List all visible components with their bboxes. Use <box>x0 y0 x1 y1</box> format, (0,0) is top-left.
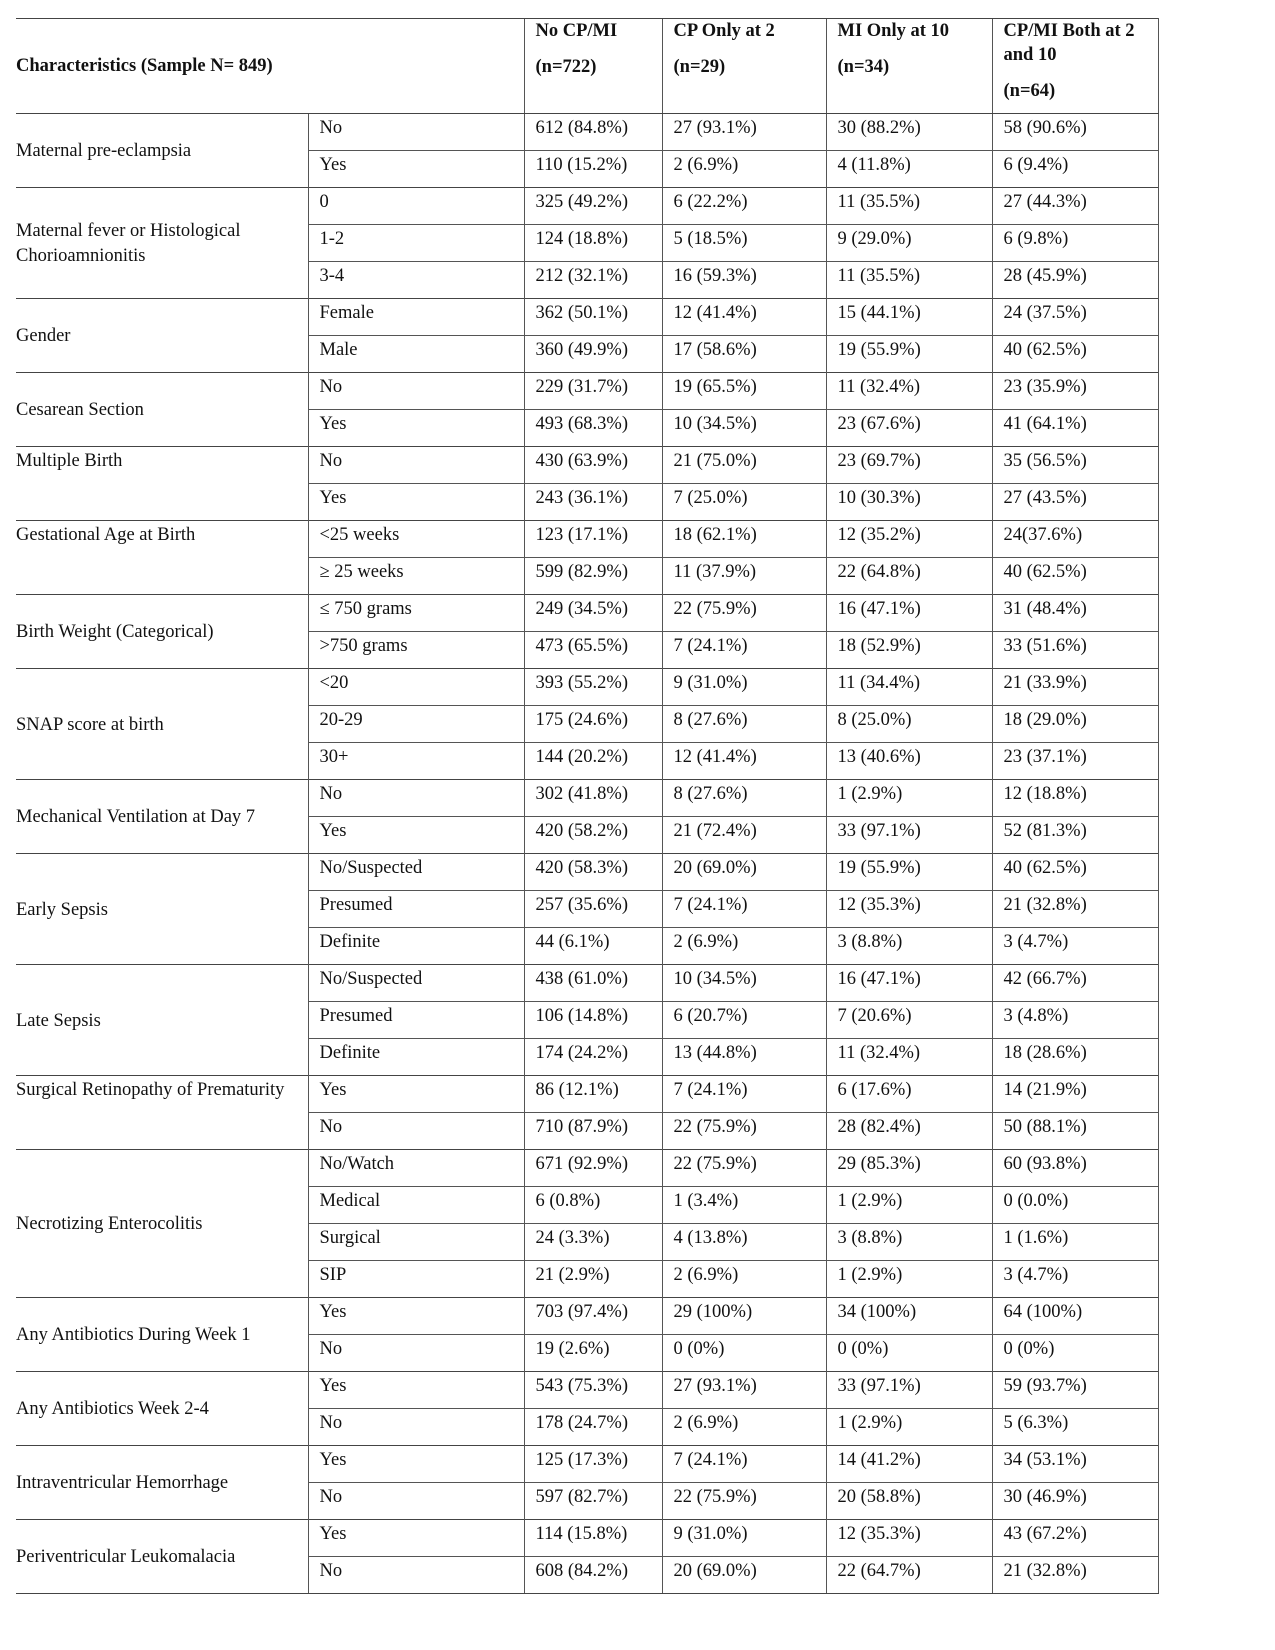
count-cell: 22 (75.9%) <box>662 595 826 632</box>
count-cell: 41 (64.1%) <box>992 410 1158 447</box>
characteristic-label: Intraventricular Hemorrhage <box>16 1446 308 1520</box>
count-cell: 14 (41.2%) <box>826 1446 992 1483</box>
count-cell: 420 (58.2%) <box>524 817 662 854</box>
category-level: No <box>308 1557 524 1594</box>
count-cell: 360 (49.9%) <box>524 336 662 373</box>
count-cell: 29 (100%) <box>662 1298 826 1335</box>
table-row <box>16 1298 1158 1335</box>
category-level: Yes <box>308 817 524 854</box>
column-header <box>662 19 826 114</box>
category-level: 30+ <box>308 743 524 780</box>
characteristic-label: Any Antibiotics Week 2-4 <box>16 1372 308 1446</box>
count-cell: 608 (84.2%) <box>524 1557 662 1594</box>
count-cell: 21 (32.8%) <box>992 891 1158 928</box>
count-cell: 8 (27.6%) <box>662 706 826 743</box>
count-cell: 18 (62.1%) <box>662 521 826 558</box>
table-row <box>16 299 1158 336</box>
count-cell: 7 (24.1%) <box>662 1446 826 1483</box>
count-cell: 23 (37.1%) <box>992 743 1158 780</box>
count-cell: 4 (11.8%) <box>826 151 992 188</box>
count-cell: 27 (93.1%) <box>662 114 826 151</box>
count-cell: 20 (69.0%) <box>662 854 826 891</box>
count-cell: 22 (64.7%) <box>826 1557 992 1594</box>
category-level: No/Suspected <box>308 965 524 1002</box>
count-cell: 229 (31.7%) <box>524 373 662 410</box>
count-cell: 12 (41.4%) <box>662 299 826 336</box>
count-cell: 1 (2.9%) <box>826 1261 992 1298</box>
count-cell: 11 (37.9%) <box>662 558 826 595</box>
characteristic-label: Multiple Birth <box>16 447 308 521</box>
category-level: Male <box>308 336 524 373</box>
count-cell: 174 (24.2%) <box>524 1039 662 1076</box>
count-cell: 16 (47.1%) <box>826 595 992 632</box>
count-cell: 597 (82.7%) <box>524 1483 662 1520</box>
count-cell: 325 (49.2%) <box>524 188 662 225</box>
column-header <box>992 19 1158 114</box>
count-cell: 11 (32.4%) <box>826 373 992 410</box>
count-cell: 5 (18.5%) <box>662 225 826 262</box>
category-level: ≥ 25 weeks <box>308 558 524 595</box>
category-level: Definite <box>308 1039 524 1076</box>
category-level: No <box>308 447 524 484</box>
count-cell: 7 (25.0%) <box>662 484 826 521</box>
count-cell: 58 (90.6%) <box>992 114 1158 151</box>
table-row <box>16 1446 1158 1483</box>
count-cell: 12 (18.8%) <box>992 780 1158 817</box>
count-cell: 106 (14.8%) <box>524 1002 662 1039</box>
characteristic-label: Mechanical Ventilation at Day 7 <box>16 780 308 854</box>
characteristic-label: Periventricular Leukomalacia <box>16 1520 308 1594</box>
count-cell: 11 (35.5%) <box>826 188 992 225</box>
count-cell: 430 (63.9%) <box>524 447 662 484</box>
table-row <box>16 521 1158 558</box>
count-cell: 612 (84.8%) <box>524 114 662 151</box>
characteristic-label: Maternal fever or Histological Chorioamnionitis <box>16 188 308 299</box>
count-cell: 20 (58.8%) <box>826 1483 992 1520</box>
count-cell: 1 (1.6%) <box>992 1224 1158 1261</box>
count-cell: 212 (32.1%) <box>524 262 662 299</box>
count-cell: 17 (58.6%) <box>662 336 826 373</box>
table-row <box>16 188 1158 225</box>
count-cell: 703 (97.4%) <box>524 1298 662 1335</box>
characteristic-label: Gestational Age at Birth <box>16 521 308 595</box>
count-cell: 257 (35.6%) <box>524 891 662 928</box>
table-row <box>16 1076 1158 1113</box>
column-header <box>826 19 992 114</box>
count-cell: 10 (30.3%) <box>826 484 992 521</box>
count-cell: 24(37.6%) <box>992 521 1158 558</box>
table-row <box>16 373 1158 410</box>
count-cell: 31 (48.4%) <box>992 595 1158 632</box>
count-cell: 21 (72.4%) <box>662 817 826 854</box>
corner-header: Characteristics (Sample N= 849) <box>16 19 524 114</box>
count-cell: 9 (29.0%) <box>826 225 992 262</box>
count-cell: 3 (4.7%) <box>992 1261 1158 1298</box>
count-cell: 420 (58.3%) <box>524 854 662 891</box>
category-level: No/Watch <box>308 1150 524 1187</box>
column-n: (n=722) <box>535 57 597 77</box>
count-cell: 3 (4.8%) <box>992 1002 1158 1039</box>
count-cell: 3 (4.7%) <box>992 928 1158 965</box>
characteristic-label: Cesarean Section <box>16 373 308 447</box>
count-cell: 18 (29.0%) <box>992 706 1158 743</box>
category-level: 1-2 <box>308 225 524 262</box>
column-n: (n=34) <box>837 57 890 77</box>
count-cell: 10 (34.5%) <box>662 410 826 447</box>
count-cell: 1 (2.9%) <box>826 780 992 817</box>
count-cell: 2 (6.9%) <box>662 928 826 965</box>
count-cell: 21 (75.0%) <box>662 447 826 484</box>
count-cell: 43 (67.2%) <box>992 1520 1158 1557</box>
count-cell: 671 (92.9%) <box>524 1150 662 1187</box>
column-title: and 10 <box>1003 45 1057 65</box>
header-row <box>16 19 1158 114</box>
characteristic-label: Necrotizing Enterocolitis <box>16 1150 308 1298</box>
table-row <box>16 780 1158 817</box>
count-cell: 0 (0.0%) <box>992 1187 1158 1224</box>
count-cell: 33 (97.1%) <box>826 1372 992 1409</box>
characteristic-label: Gender <box>16 299 308 373</box>
column-n: (n=64) <box>1003 81 1056 101</box>
column-title: CP Only at 2 <box>673 21 775 41</box>
category-level: <25 weeks <box>308 521 524 558</box>
count-cell: 40 (62.5%) <box>992 336 1158 373</box>
category-level: Surgical <box>308 1224 524 1261</box>
characteristics-table <box>16 18 1159 1594</box>
count-cell: 23 (69.7%) <box>826 447 992 484</box>
count-cell: 22 (75.9%) <box>662 1150 826 1187</box>
count-cell: 6 (17.6%) <box>826 1076 992 1113</box>
count-cell: 6 (9.8%) <box>992 225 1158 262</box>
characteristic-label: Maternal pre-eclampsia <box>16 114 308 188</box>
column-n: (n=29) <box>673 57 726 77</box>
column-title: No CP/MI <box>535 21 618 41</box>
category-level: SIP <box>308 1261 524 1298</box>
category-level: Presumed <box>308 891 524 928</box>
count-cell: 86 (12.1%) <box>524 1076 662 1113</box>
count-cell: 0 (0%) <box>662 1335 826 1372</box>
count-cell: 23 (35.9%) <box>992 373 1158 410</box>
count-cell: 52 (81.3%) <box>992 817 1158 854</box>
table-row <box>16 1520 1158 1557</box>
count-cell: 12 (35.2%) <box>826 521 992 558</box>
count-cell: 12 (41.4%) <box>662 743 826 780</box>
category-level: Yes <box>308 410 524 447</box>
category-level: ≤ 750 grams <box>308 595 524 632</box>
count-cell: 27 (93.1%) <box>662 1372 826 1409</box>
category-level: No <box>308 780 524 817</box>
count-cell: 8 (27.6%) <box>662 780 826 817</box>
characteristic-label: Surgical Retinopathy of Prematurity <box>16 1076 308 1150</box>
count-cell: 2 (6.9%) <box>662 1261 826 1298</box>
count-cell: 22 (64.8%) <box>826 558 992 595</box>
table-row <box>16 854 1158 891</box>
category-level: Yes <box>308 484 524 521</box>
category-level: <20 <box>308 669 524 706</box>
category-level: Yes <box>308 151 524 188</box>
count-cell: 50 (88.1%) <box>992 1113 1158 1150</box>
count-cell: 8 (25.0%) <box>826 706 992 743</box>
count-cell: 19 (2.6%) <box>524 1335 662 1372</box>
count-cell: 7 (20.6%) <box>826 1002 992 1039</box>
count-cell: 12 (35.3%) <box>826 1520 992 1557</box>
count-cell: 12 (35.3%) <box>826 891 992 928</box>
count-cell: 302 (41.8%) <box>524 780 662 817</box>
category-level: Female <box>308 299 524 336</box>
count-cell: 19 (55.9%) <box>826 854 992 891</box>
category-level: No <box>308 1483 524 1520</box>
count-cell: 249 (34.5%) <box>524 595 662 632</box>
characteristic-label: Early Sepsis <box>16 854 308 965</box>
count-cell: 0 (0%) <box>992 1335 1158 1372</box>
count-cell: 33 (97.1%) <box>826 817 992 854</box>
count-cell: 4 (13.8%) <box>662 1224 826 1261</box>
category-level: No <box>308 373 524 410</box>
count-cell: 110 (15.2%) <box>524 151 662 188</box>
count-cell: 3 (8.8%) <box>826 928 992 965</box>
count-cell: 11 (35.5%) <box>826 262 992 299</box>
count-cell: 124 (18.8%) <box>524 225 662 262</box>
count-cell: 438 (61.0%) <box>524 965 662 1002</box>
category-level: No <box>308 1113 524 1150</box>
count-cell: 243 (36.1%) <box>524 484 662 521</box>
count-cell: 60 (93.8%) <box>992 1150 1158 1187</box>
category-level: No/Suspected <box>308 854 524 891</box>
count-cell: 178 (24.7%) <box>524 1409 662 1446</box>
count-cell: 34 (100%) <box>826 1298 992 1335</box>
count-cell: 14 (21.9%) <box>992 1076 1158 1113</box>
count-cell: 29 (85.3%) <box>826 1150 992 1187</box>
count-cell: 1 (2.9%) <box>826 1187 992 1224</box>
category-level: 3-4 <box>308 262 524 299</box>
count-cell: 34 (53.1%) <box>992 1446 1158 1483</box>
count-cell: 15 (44.1%) <box>826 299 992 336</box>
column-title: CP/MI Both at 2 <box>1003 21 1135 41</box>
column-header <box>524 19 662 114</box>
count-cell: 144 (20.2%) <box>524 743 662 780</box>
count-cell: 6 (22.2%) <box>662 188 826 225</box>
category-level: Yes <box>308 1298 524 1335</box>
count-cell: 710 (87.9%) <box>524 1113 662 1150</box>
count-cell: 125 (17.3%) <box>524 1446 662 1483</box>
table-row <box>16 114 1158 151</box>
count-cell: 20 (69.0%) <box>662 1557 826 1594</box>
count-cell: 59 (93.7%) <box>992 1372 1158 1409</box>
table-row <box>16 447 1158 484</box>
count-cell: 9 (31.0%) <box>662 1520 826 1557</box>
count-cell: 10 (34.5%) <box>662 965 826 1002</box>
category-level: No <box>308 1335 524 1372</box>
characteristic-label: Birth Weight (Categorical) <box>16 595 308 669</box>
count-cell: 18 (28.6%) <box>992 1039 1158 1076</box>
count-cell: 64 (100%) <box>992 1298 1158 1335</box>
count-cell: 599 (82.9%) <box>524 558 662 595</box>
count-cell: 175 (24.6%) <box>524 706 662 743</box>
category-level: No <box>308 114 524 151</box>
count-cell: 22 (75.9%) <box>662 1483 826 1520</box>
count-cell: 27 (43.5%) <box>992 484 1158 521</box>
count-cell: 28 (82.4%) <box>826 1113 992 1150</box>
category-level: Presumed <box>308 1002 524 1039</box>
count-cell: 23 (67.6%) <box>826 410 992 447</box>
count-cell: 1 (3.4%) <box>662 1187 826 1224</box>
table-row <box>16 1150 1158 1187</box>
count-cell: 28 (45.9%) <box>992 262 1158 299</box>
category-level: Definite <box>308 928 524 965</box>
table-row <box>16 595 1158 632</box>
count-cell: 16 (59.3%) <box>662 262 826 299</box>
count-cell: 18 (52.9%) <box>826 632 992 669</box>
count-cell: 543 (75.3%) <box>524 1372 662 1409</box>
category-level: 0 <box>308 188 524 225</box>
count-cell: 2 (6.9%) <box>662 1409 826 1446</box>
category-level: Medical <box>308 1187 524 1224</box>
count-cell: 21 (2.9%) <box>524 1261 662 1298</box>
count-cell: 9 (31.0%) <box>662 669 826 706</box>
category-level: Yes <box>308 1446 524 1483</box>
count-cell: 7 (24.1%) <box>662 1076 826 1113</box>
count-cell: 5 (6.3%) <box>992 1409 1158 1446</box>
table-row <box>16 1372 1158 1409</box>
count-cell: 11 (32.4%) <box>826 1039 992 1076</box>
count-cell: 13 (44.8%) <box>662 1039 826 1076</box>
count-cell: 40 (62.5%) <box>992 854 1158 891</box>
category-level: 20-29 <box>308 706 524 743</box>
count-cell: 393 (55.2%) <box>524 669 662 706</box>
table-row <box>16 965 1158 1002</box>
count-cell: 30 (88.2%) <box>826 114 992 151</box>
count-cell: 22 (75.9%) <box>662 1113 826 1150</box>
category-level: No <box>308 1409 524 1446</box>
count-cell: 33 (51.6%) <box>992 632 1158 669</box>
count-cell: 30 (46.9%) <box>992 1483 1158 1520</box>
count-cell: 19 (55.9%) <box>826 336 992 373</box>
count-cell: 123 (17.1%) <box>524 521 662 558</box>
count-cell: 362 (50.1%) <box>524 299 662 336</box>
count-cell: 11 (34.4%) <box>826 669 992 706</box>
count-cell: 0 (0%) <box>826 1335 992 1372</box>
count-cell: 44 (6.1%) <box>524 928 662 965</box>
count-cell: 493 (68.3%) <box>524 410 662 447</box>
characteristic-label: SNAP score at birth <box>16 669 308 780</box>
count-cell: 6 (9.4%) <box>992 151 1158 188</box>
count-cell: 114 (15.8%) <box>524 1520 662 1557</box>
count-cell: 6 (0.8%) <box>524 1187 662 1224</box>
count-cell: 35 (56.5%) <box>992 447 1158 484</box>
count-cell: 24 (37.5%) <box>992 299 1158 336</box>
count-cell: 42 (66.7%) <box>992 965 1158 1002</box>
count-cell: 7 (24.1%) <box>662 632 826 669</box>
count-cell: 21 (33.9%) <box>992 669 1158 706</box>
count-cell: 2 (6.9%) <box>662 151 826 188</box>
category-level: Yes <box>308 1520 524 1557</box>
count-cell: 27 (44.3%) <box>992 188 1158 225</box>
category-level: Yes <box>308 1076 524 1113</box>
count-cell: 40 (62.5%) <box>992 558 1158 595</box>
table-row <box>16 669 1158 706</box>
count-cell: 13 (40.6%) <box>826 743 992 780</box>
count-cell: 21 (32.8%) <box>992 1557 1158 1594</box>
characteristic-label: Any Antibiotics During Week 1 <box>16 1298 308 1372</box>
count-cell: 6 (20.7%) <box>662 1002 826 1039</box>
table-body <box>16 114 1158 1594</box>
count-cell: 19 (65.5%) <box>662 373 826 410</box>
count-cell: 3 (8.8%) <box>826 1224 992 1261</box>
count-cell: 24 (3.3%) <box>524 1224 662 1261</box>
category-level: Yes <box>308 1372 524 1409</box>
count-cell: 7 (24.1%) <box>662 891 826 928</box>
characteristic-label: Late Sepsis <box>16 965 308 1076</box>
count-cell: 16 (47.1%) <box>826 965 992 1002</box>
count-cell: 1 (2.9%) <box>826 1409 992 1446</box>
count-cell: 473 (65.5%) <box>524 632 662 669</box>
column-title: MI Only at 10 <box>837 21 950 41</box>
category-level: >750 grams <box>308 632 524 669</box>
